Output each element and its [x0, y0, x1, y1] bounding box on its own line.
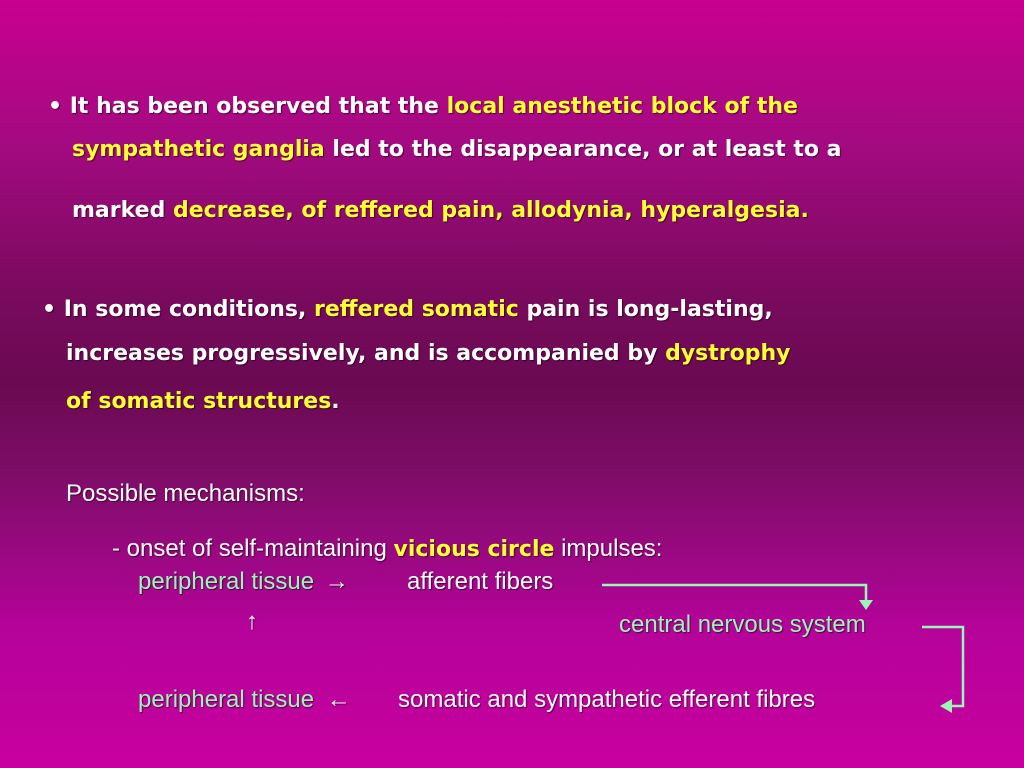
- efferent-fibres: somatic and sympathetic efferent fibres: [398, 686, 816, 713]
- bullet2-highlight-3: of somatic structures: [66, 389, 332, 414]
- arrowhead-left-icon: [940, 699, 952, 713]
- arrow-right-icon: →: [324, 568, 349, 595]
- bullet1-text-a: It has been observed that the: [69, 94, 447, 119]
- bullet-marker: •: [42, 297, 57, 322]
- central-nervous-system: central nervous system: [619, 611, 866, 638]
- arrow-up-icon: ↑: [246, 608, 258, 635]
- bullet2-text-c: increases progressively, and is accompanied by: [66, 341, 666, 366]
- afferent-fibers: afferent fibers: [407, 568, 554, 595]
- bullet1-highlight-1: local anesthetic block of the: [446, 94, 798, 119]
- bullet1-text-b: led to the disappearance, or at least to a: [324, 137, 842, 162]
- bullet-marker: •: [48, 94, 63, 119]
- bullet2-text-b: pain is long-lasting,: [518, 297, 773, 322]
- arrow-left-icon: ←: [326, 686, 351, 713]
- vicious-circle-highlight: vicious circle: [393, 537, 555, 562]
- bullet2-highlight-2: dystrophy: [665, 341, 791, 366]
- arrowhead-down-icon: [859, 600, 873, 610]
- mechanisms-heading: Possible mechanisms:: [66, 480, 305, 507]
- cns-to-efferent-connector: [922, 627, 963, 706]
- mechanism-text-a: - onset of self-maintaining: [112, 535, 394, 562]
- peripheral-tissue-top: peripheral tissue: [138, 568, 315, 595]
- bullet1-highlight-2: sympathetic ganglia: [72, 137, 325, 162]
- bullet1-text-c: marked: [72, 198, 173, 223]
- bullet2-highlight-1: reffered somatic: [314, 297, 519, 322]
- peripheral-tissue-bottom: peripheral tissue: [138, 686, 315, 713]
- mechanism-text-b: impulses:: [554, 535, 663, 562]
- bullet2-text-a: In some conditions,: [63, 297, 315, 322]
- bullet2-text-d: .: [331, 389, 340, 414]
- bullet1-highlight-3: decrease, of reffered pain, allodynia, hyperalgesia.: [173, 198, 809, 223]
- afferent-to-cns-connector: [602, 585, 866, 602]
